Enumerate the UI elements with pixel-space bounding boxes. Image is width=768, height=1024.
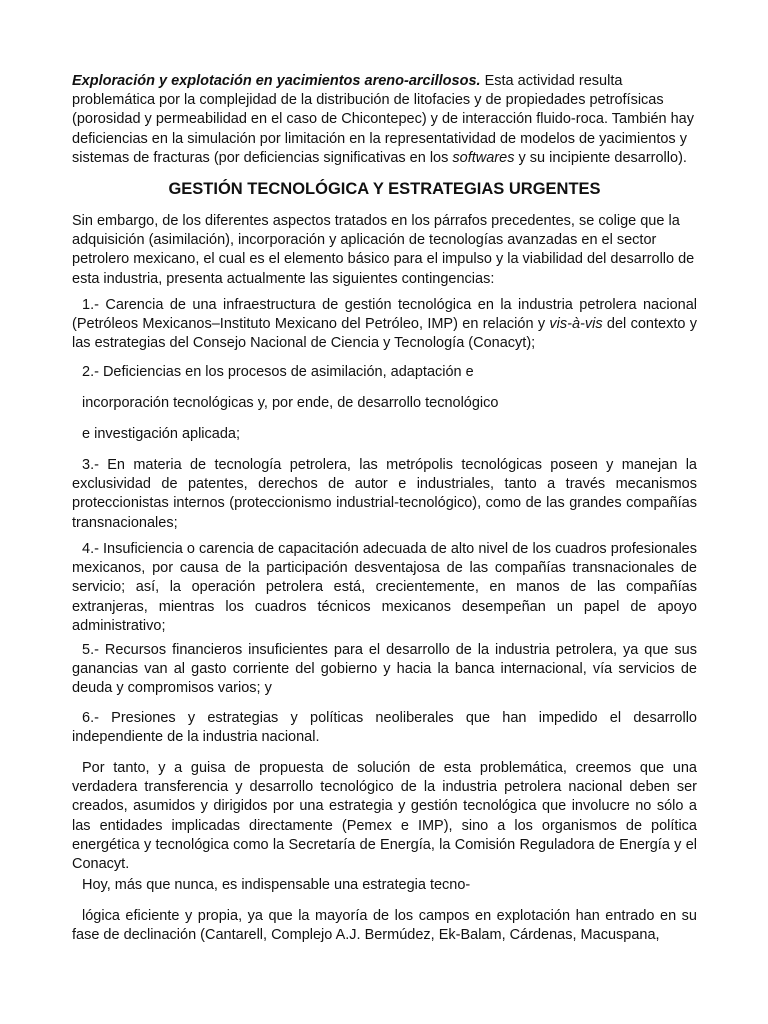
list-item-4: 4.- Insuficiencia o carencia de capacitación adecuada de alto nivel de los cuadros profesionales mexicanos, por causa de la participación desventajosa de las compañías transnacionales de servicio; así, la operación petrolera está, crecientemente, en manos de las compañías extranjeras, mientras los cuadros técnicos mexicanos desempeñan un papel de apoyo administrativo; bbox=[72, 541, 697, 634]
list-item-3: 3.- En materia de tecnología petrolera, las metrópolis tecnológicas poseen y manejan la exclusividad de patentes, derechos de autor e industriales, tanto a través mecanismos proteccionistas internos (proteccionismo industrial-tecnológico), como de las grandes compañías transnacionales; bbox=[72, 457, 697, 531]
intro-text-end: y su incipiente desarrollo). bbox=[514, 149, 687, 166]
list-item-2-line-2: incorporación tecnológicas y, por ende, de desarrollo tecnológico bbox=[82, 395, 499, 411]
section-heading: GESTIÓN TECNOLÓGICA Y ESTRATEGIAS URGENTES bbox=[168, 180, 601, 198]
list-item-5: 5.- Recursos financieros insuficientes para el desarrollo de la industria petrolera, ya que sus ganancias van al gasto corriente del gobierno y hacia la banca internacional, vía servicios de deuda y compromisos varios; y bbox=[72, 642, 697, 697]
item1-italic: vis-à-vis bbox=[549, 316, 603, 333]
intro-title: Exploración y explotación en yacimientos areno-arcillosos. bbox=[72, 73, 481, 89]
item1-text-end: del contexto y las estrategias del Consejo Nacional de Ciencia y Tecnología (Conacyt); bbox=[72, 316, 697, 352]
intro-paragraph bbox=[72, 72, 697, 168]
list-item-1 bbox=[72, 296, 697, 354]
paragraph-logica: lógica eficiente y propia, ya que la mayoría de los campos en explotación han entrado en su fase de declinación (Cantarell, Complejo A.J. Bermúdez, Ek-Balam, Cárdenas, Macuspana, bbox=[72, 908, 697, 944]
intro-softwares: softwares bbox=[452, 149, 515, 166]
paragraph-sin-embargo: Sin embargo, de los diferentes aspectos tratados en los párrafos precedentes, se colige que la adquisición (asimilación), incorporación y aplicación de tecnologías avanzadas en el sector petrolero mexicano, el cual es el elemento básico para el impulso y la viabilidad del desarrollo de esta industria, presenta actualmente las siguientes contingencias: bbox=[72, 213, 695, 287]
paragraph-por-tanto: Por tanto, y a guisa de propuesta de solución de esta problemática, creemos que una verdadera transferencia y desarrollo tecnológico de la industria petrolera nacional deben ser creados, asumidos y dirigidos por una estrategia y gestión tecnológica que involucre no sólo a las entidades implicadas directamente (Pemex e IMP), sino a los organismos de política energética y tecnológica como la Secretaría de Energía, la Comisión Reguladora de Energía y el Conacyt. bbox=[72, 760, 697, 873]
list-item-6: 6.- Presiones y estrategias y políticas neoliberales que han impedido el desarrollo independiente de la industria nacional. bbox=[72, 710, 697, 746]
list-item-2-line-3: e investigación aplicada; bbox=[82, 426, 240, 442]
paragraph-hoy: Hoy, más que nunca, es indispensable una estrategia tecno- bbox=[82, 877, 471, 893]
intro-text: Esta actividad resulta problemática por la complejidad de la distribución de litofacies y de propiedades petrofísicas (porosidad y permeabilidad en el caso de Chicontepec) y de interacción fluido-roca. También hay deficiencias en la simulación por limitación en la representatividad de modelos de yacimientos y sistemas de fracturas (por deficiencias significativas en los bbox=[72, 73, 694, 166]
item1-text: 1.- Carencia de una infraestructura de gestión tecnológica en la industria petrolera nacional (Petróleos Mexicanos–Instituto Mexicano del Petróleo, IMP) en relación y bbox=[72, 297, 697, 333]
list-item-2-line-1: 2.- Deficiencias en los procesos de asimilación, adaptación e bbox=[82, 364, 474, 380]
